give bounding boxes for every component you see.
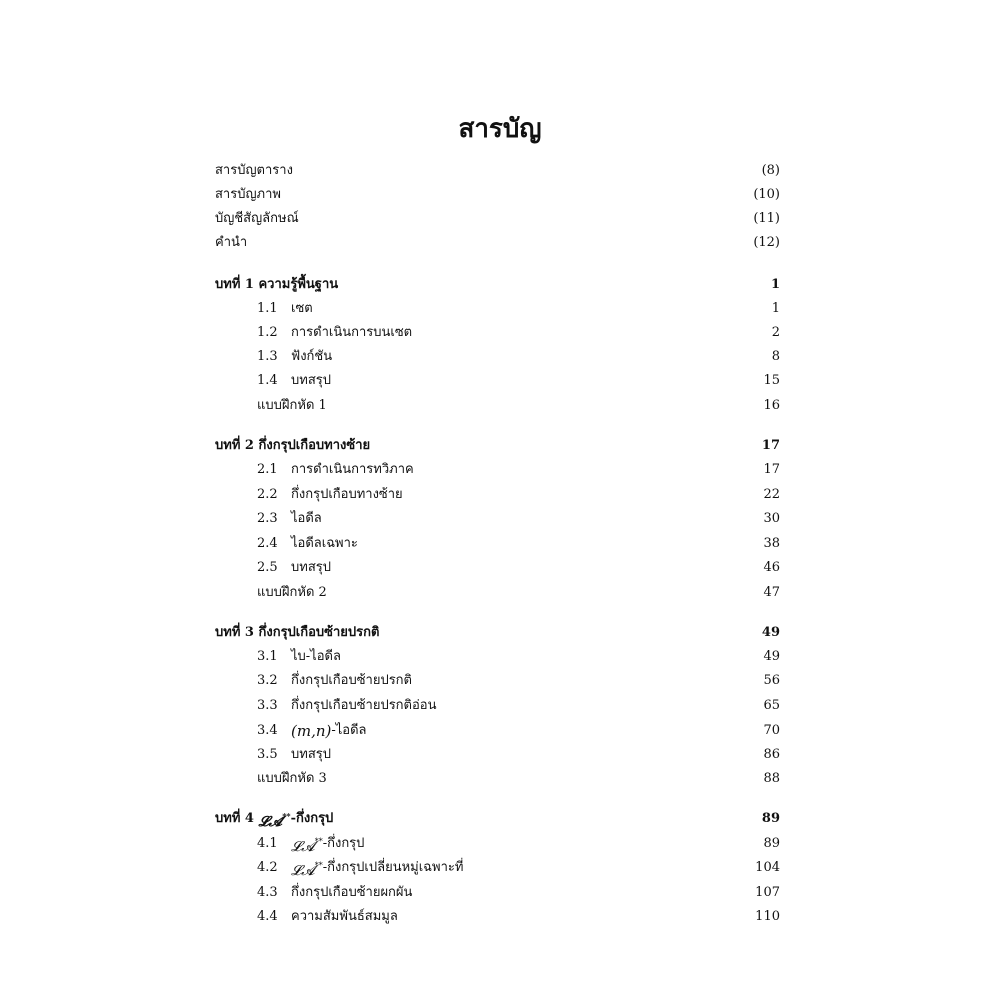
- section-number: 2.4: [257, 536, 278, 551]
- entry-label: สารบัญตาราง: [215, 163, 293, 178]
- section-entry: [215, 346, 780, 368]
- chapter-heading: [215, 622, 780, 644]
- exercise-entry: [215, 768, 780, 790]
- section-title: การดำเนินการบนเซต: [291, 325, 413, 340]
- section-title: กึ่งกรุปเกือบซ้ายผกผัน: [291, 885, 413, 900]
- section-entry: [215, 533, 780, 555]
- section-page: 86: [763, 747, 780, 762]
- section-entry: [215, 857, 780, 879]
- section-title: กึ่งกรุปเกือบซ้ายปรกติอ่อน: [291, 698, 437, 713]
- section-number: 2.2: [257, 487, 278, 502]
- toc-entry: [215, 184, 780, 206]
- section-page: 70: [763, 723, 780, 738]
- section-number: 3.3: [257, 698, 278, 713]
- section-title: ไอดีล: [291, 511, 322, 526]
- chapter-page: 49: [761, 625, 780, 640]
- section-number: 3.4: [257, 723, 278, 738]
- section-entry: [215, 298, 780, 320]
- section-entry: [215, 322, 780, 344]
- exercise-label: แบบฝึกหัด 1: [257, 398, 327, 413]
- section-math: (m,n): [291, 722, 332, 740]
- section-title: เซต: [291, 301, 313, 316]
- exercise-label: แบบฝึกหัด 2: [257, 585, 327, 600]
- section-page: 2: [771, 325, 780, 340]
- section-title: ไอดีลเฉพาะ: [291, 536, 358, 551]
- section-page: 104: [755, 860, 780, 875]
- section-page: 8: [771, 349, 780, 364]
- chapter-heading: [215, 274, 780, 296]
- section-page: 56: [763, 673, 780, 688]
- section-entry: [215, 670, 780, 692]
- exercise-page: 88: [763, 771, 780, 786]
- section-title: -ไอดีล: [331, 723, 367, 738]
- section-page: 89: [763, 836, 780, 851]
- section-number: 4.3: [257, 885, 278, 900]
- section-page: 107: [755, 885, 780, 900]
- section-number: 4.4: [257, 909, 278, 924]
- section-entry: [215, 695, 780, 717]
- toc-entry: [215, 232, 780, 254]
- section-title: การดำเนินการทวิภาค: [291, 462, 414, 477]
- section-page: 30: [763, 511, 780, 526]
- section-title: กึ่งกรุปเกือบทางซ้าย: [291, 487, 403, 502]
- entry-label: คำนำ: [215, 235, 248, 250]
- section-title: -กึ่งกรุป: [322, 836, 365, 851]
- toc-entry: [215, 160, 780, 182]
- section-page: 38: [763, 536, 780, 551]
- page-title: สารบัญ: [458, 114, 542, 144]
- section-number: 1.1: [257, 301, 278, 316]
- section-entry: [215, 370, 780, 392]
- section-number: 4.2: [257, 860, 278, 875]
- section-number: 3.1: [257, 649, 278, 664]
- section-entry: [215, 557, 780, 579]
- section-number: 2.3: [257, 511, 278, 526]
- exercise-entry: [215, 395, 780, 417]
- section-entry: [215, 906, 780, 928]
- section-title: บทสรุป: [291, 560, 331, 575]
- section-number: 1.2: [257, 325, 278, 340]
- chapter-page: 89: [761, 811, 780, 826]
- la-symbol: 𝓛𝓐**: [258, 811, 291, 830]
- chapter-label-suffix: -กึ่งกรุป: [290, 811, 334, 826]
- entry-page: (8): [761, 163, 780, 178]
- section-title: กึ่งกรุปเกือบซ้ายปรกติ: [291, 673, 412, 688]
- section-number: 2.1: [257, 462, 278, 477]
- section-page: 65: [763, 698, 780, 713]
- la-symbol: 𝓛𝓐**: [291, 860, 323, 879]
- exercise-page: 16: [763, 398, 780, 413]
- chapter-page: 1: [770, 277, 780, 292]
- la-symbol: 𝓛𝓐**: [291, 836, 323, 855]
- section-page: 1: [771, 301, 780, 316]
- entry-label: สารบัญภาพ: [215, 187, 281, 202]
- section-title: ฟังก์ชัน: [291, 349, 333, 364]
- section-page: 110: [755, 909, 780, 924]
- section-title: บทสรุป: [291, 373, 331, 388]
- section-page: 15: [763, 373, 780, 388]
- section-entry: [215, 744, 780, 766]
- section-number: 4.1: [257, 836, 278, 851]
- section-number: 1.4: [257, 373, 278, 388]
- section-title: -กึ่งกรุปเปลี่ยนหมู่เฉพาะที่: [322, 860, 464, 875]
- section-entry: [215, 833, 780, 855]
- exercise-label: แบบฝึกหัด 3: [257, 771, 327, 786]
- section-page: 22: [763, 487, 780, 502]
- chapter-label-prefix: บทที่ 4: [215, 811, 254, 826]
- section-entry: [215, 508, 780, 530]
- chapter-page: 17: [761, 438, 780, 453]
- section-entry: [215, 882, 780, 904]
- section-page: 46: [763, 560, 780, 575]
- section-page: 17: [763, 462, 780, 477]
- section-number: 3.5: [257, 747, 278, 762]
- section-entry: [215, 720, 780, 742]
- entry-page: (12): [753, 235, 780, 250]
- section-number: 1.3: [257, 349, 278, 364]
- entry-label: บัญชีสัญลักษณ์: [215, 211, 299, 226]
- chapter-label: บทที่ 1 ความรู้พื้นฐาน: [215, 277, 339, 292]
- chapter-heading: [215, 808, 780, 830]
- section-title: ไบ-ไอดีล: [291, 649, 341, 664]
- entry-page: (11): [753, 211, 780, 226]
- chapter-heading: [215, 435, 780, 457]
- section-page: 49: [763, 649, 780, 664]
- exercise-entry: [215, 582, 780, 604]
- section-number: 2.5: [257, 560, 278, 575]
- chapter-label: บทที่ 3 กึ่งกรุปเกือบซ้ายปรกติ: [215, 625, 380, 640]
- section-entry: [215, 459, 780, 481]
- section-title: บทสรุป: [291, 747, 331, 762]
- section-entry: [215, 484, 780, 506]
- section-entry: [215, 646, 780, 668]
- chapter-label: บทที่ 2 กึ่งกรุปเกือบทางซ้าย: [215, 438, 371, 453]
- section-title: ความสัมพันธ์สมมูล: [291, 909, 398, 924]
- section-number: 3.2: [257, 673, 278, 688]
- entry-page: (10): [753, 187, 780, 202]
- toc-entry: [215, 208, 780, 230]
- exercise-page: 47: [763, 585, 780, 600]
